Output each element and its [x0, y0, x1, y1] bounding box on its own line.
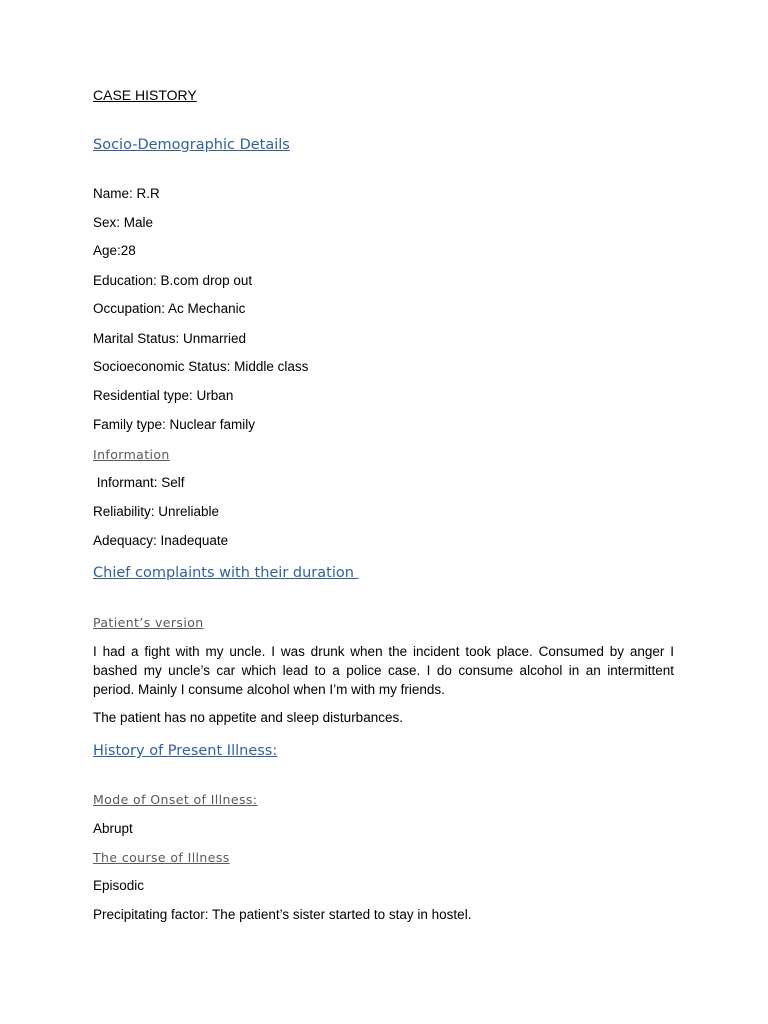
socio-demographic-heading: Socio-Demographic Details — [93, 137, 290, 153]
detail-family-type: Family type: Nuclear family — [93, 417, 256, 432]
patient-version-paragraph: I had a fight with my uncle. I was drunk when the incident took place. Consumed by anger I bashed my uncle’s car which lead to a police case. I do consume alcohol in an intermittent period. Mainly I consume alcohol when I’m with my friends. — [93, 644, 674, 697]
info-informant: Informant: Self — [93, 475, 185, 490]
detail-name: Name: R.R — [93, 186, 160, 201]
info-reliability: Reliability: Unreliable — [93, 504, 220, 519]
page-title: CASE HISTORY — [93, 87, 197, 103]
history-present-illness-heading: History of Present Illness: — [93, 743, 278, 759]
detail-marital-status: Marital Status: Unmarried — [93, 331, 247, 346]
detail-socioeconomic-status: Socioeconomic Status: Middle class — [93, 359, 309, 374]
chief-complaints-heading: Chief complaints with their duration — [93, 565, 359, 581]
course-of-illness-value: Episodic — [93, 878, 145, 893]
mode-of-onset-value: Abrupt — [93, 821, 133, 836]
info-adequacy: Adequacy: Inadequate — [93, 533, 229, 548]
course-of-illness-heading: The course of Illness — [93, 850, 230, 865]
detail-education: Education: B.com drop out — [93, 273, 253, 288]
detail-age: Age:28 — [93, 243, 136, 258]
precipitating-factor: Precipitating factor: The patient’s sister started to stay in hostel. — [93, 907, 472, 922]
appetite-paragraph: The patient has no appetite and sleep disturbances. — [93, 710, 403, 725]
detail-sex: Sex: Male — [93, 215, 154, 230]
detail-residential-type: Residential type: Urban — [93, 388, 234, 403]
patient-version-heading: Patient’s version — [93, 615, 204, 630]
information-heading: Information — [93, 447, 170, 462]
detail-occupation: Occupation: Ac Mechanic — [93, 301, 246, 316]
mode-of-onset-heading: Mode of Onset of Illness: — [93, 792, 258, 807]
